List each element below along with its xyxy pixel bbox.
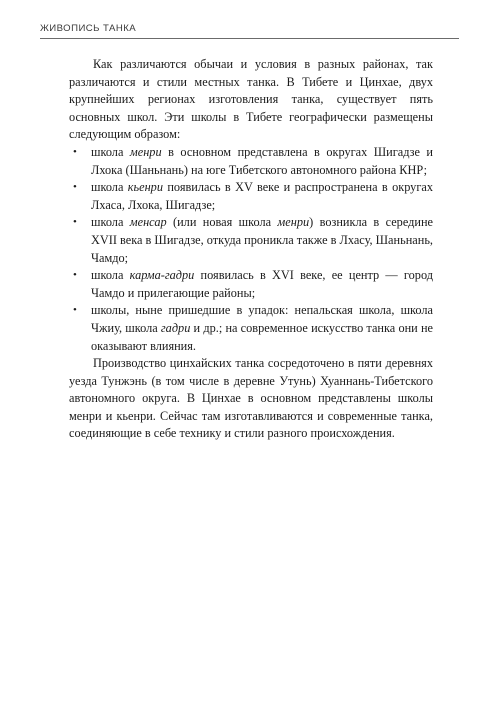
list-item-text-start: школа [91,268,130,283]
running-header-title: ЖИВОПИСЬ ТАНКА [40,23,137,34]
school-name: менри [277,215,310,230]
running-header [40,22,459,39]
list-item-menri [69,144,433,179]
list-item-text-end: появилась в XV веке и распространена в округах Лхаса, Лхока, Шигадзе; [91,180,433,212]
list-item-text-start: школа [91,215,130,230]
list-item-text-end: ) возникла в середине XVII века в Шигадзе, откуда проникла также в Лхасу, Шаньнань, Чамдо; [91,215,434,265]
school-list [69,144,433,355]
closing-paragraph: Производство цинхайских танка сосредоточено в пяти деревнях уезда Тунжэнь (в том числе в деревне Утунь) Хуаннань-Тибетского автономного округа. В Цинхае в основном представлены школы менри и кьенри. Сейчас там изготавливаются и современные танка, соединяющие в себе технику и стили разного происхождения. [69,356,433,441]
list-item-text-start: школы, ныне пришедшие в упадок: непальская школа, школа Чжиу, школа [91,303,433,335]
list-item-text-middle: (или новая школа [166,215,278,230]
bullet-marker: • [73,181,77,194]
bullet-marker: • [73,269,77,282]
school-name: менсар [129,215,167,230]
intro-paragraph: Как различаются обычаи и условия в разных районах, так различаются и стили местных танка. В Тибете и Цинхае, двух крупнейших регионах изготовления танка, существует пять основных школ. Эти школы в Тибете географически размещены следующим образом: [69,57,433,142]
bullet-marker: • [73,145,77,158]
list-item-text-end: и др.; на современное искусство танка они не оказывают влияния. [91,320,433,353]
school-name: кьенри [127,180,163,195]
list-item-mensar [69,214,433,267]
list-item-text-start: школа [91,180,128,195]
list-item-kyenri [69,179,433,214]
bullet-marker: • [73,216,77,229]
list-item-text-end: появилась в XVI веке, ее центр — город Чамдо и прилегающие районы; [91,268,434,300]
list-item-declined-schools [69,302,433,355]
list-item-text-start: школа [91,144,130,159]
page-body [69,56,433,443]
school-name: карма-гадри [129,268,195,283]
bullet-marker: • [73,304,77,317]
list-item-text-end: в основном представлена в округах Шигадзе и Лхока (Шаньнань) на юге Тибетского автономного района КНР; [91,144,433,177]
school-name: гадри [160,320,191,335]
list-item-karma-gadri [69,267,433,302]
school-name: менри [129,144,162,159]
